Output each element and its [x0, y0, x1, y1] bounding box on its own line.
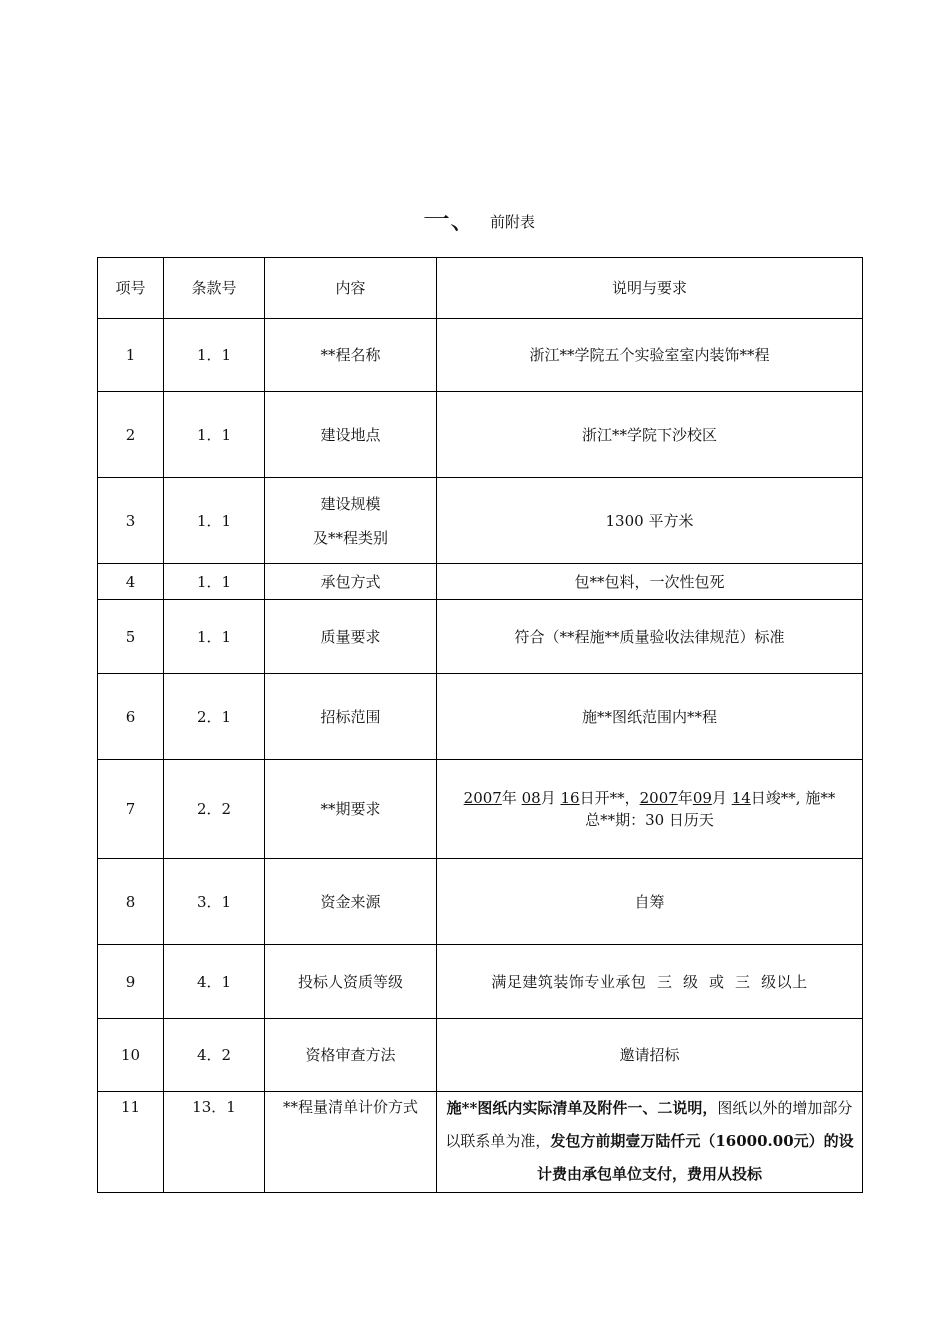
text-fragment: 日竣**, 施**: [750, 789, 836, 807]
desc-bold-part1: 施**图纸内实际清单及附件一、二说明，: [446, 1099, 718, 1117]
header-clause-no: 条款号: [164, 258, 265, 319]
row-clause: 1．1: [164, 564, 265, 600]
row-no: 8: [98, 859, 164, 945]
row-description: 自筹: [437, 859, 863, 945]
text-fragment: 年: [677, 789, 693, 807]
text-fragment: 年: [501, 789, 522, 807]
row-description: [437, 760, 863, 859]
start-year: 2007: [463, 789, 502, 807]
row-description: 满足建筑装饰专业承包 三 级 或 三 级以上: [437, 945, 863, 1019]
header-description: 说明与要求: [437, 258, 863, 319]
row-no: 11: [98, 1092, 164, 1193]
table-row: [98, 1019, 863, 1092]
row-clause: 4．1: [164, 945, 265, 1019]
section-number: 一、: [423, 205, 477, 236]
row-content-line1: 建设规模: [320, 494, 381, 513]
table-header-row: [98, 258, 863, 319]
start-day: 16: [560, 789, 580, 807]
row-clause: 3．1: [164, 859, 265, 945]
row-content: 质量要求: [265, 600, 437, 674]
row-no: 4: [98, 564, 164, 600]
table-row: [98, 1092, 863, 1193]
row-clause: 4．2: [164, 1019, 265, 1092]
row-description: 符合（**程施**质量验收法律规范）标准: [437, 600, 863, 674]
row-clause: 1．1: [164, 478, 265, 564]
row-clause: 1．1: [164, 392, 265, 478]
row-description: [437, 1092, 863, 1193]
schedule-line2: 总**期：30 日历天: [585, 811, 714, 829]
table-row: [98, 760, 863, 859]
row-description: 施**图纸范围内**程: [437, 674, 863, 760]
row-content: **程量清单计价方式: [265, 1092, 437, 1193]
end-year: 2007: [639, 789, 678, 807]
row-clause: 1．1: [164, 319, 265, 392]
end-month: 09: [692, 789, 712, 807]
front-attachment-table: [97, 257, 863, 1193]
row-clause: 13．1: [164, 1092, 265, 1193]
row-no: 3: [98, 478, 164, 564]
row-content: **期要求: [265, 760, 437, 859]
row-no: 5: [98, 600, 164, 674]
section-title: 前附表: [490, 213, 536, 231]
desc-bold-part2: 发包方前期壹万陆仟元（16000.00元）的设计费由承包单位支付，费用从投标: [536, 1132, 854, 1183]
row-no: 7: [98, 760, 164, 859]
row-content-line2: 及**程类别: [312, 528, 388, 547]
header-content: 内容: [265, 258, 437, 319]
row-content: 建设地点: [265, 392, 437, 478]
row-description: 1300 平方米: [437, 478, 863, 564]
row-clause: 2．2: [164, 760, 265, 859]
row-clause: 2．1: [164, 674, 265, 760]
text-fragment: 日开**，: [579, 789, 640, 807]
table-row: [98, 674, 863, 760]
row-content: 资金来源: [265, 859, 437, 945]
header-item-no: 项号: [98, 258, 164, 319]
table-row: [98, 319, 863, 392]
row-content: 资格审查方法: [265, 1019, 437, 1092]
section-heading: [0, 206, 950, 240]
row-description: 浙江**学院下沙校区: [437, 392, 863, 478]
schedule-line1: [443, 787, 856, 809]
row-no: 6: [98, 674, 164, 760]
row-no: 9: [98, 945, 164, 1019]
desc-normal-part: 图纸以外的增加部分以联系单为准，: [445, 1099, 853, 1150]
row-content: 承包方式: [265, 564, 437, 600]
table-row: [98, 564, 863, 600]
text-fragment: 月: [540, 789, 561, 807]
end-day: 14: [731, 789, 751, 807]
text-fragment: 月: [711, 789, 732, 807]
row-no: 2: [98, 392, 164, 478]
row-clause: 1．1: [164, 600, 265, 674]
row-no: 1: [98, 319, 164, 392]
table-row: [98, 859, 863, 945]
start-month: 08: [521, 789, 541, 807]
row-description: 包**包料，一次性包死: [437, 564, 863, 600]
row-description: 邀请招标: [437, 1019, 863, 1092]
table-row: [98, 600, 863, 674]
row-content: 投标人资质等级: [265, 945, 437, 1019]
row-content: [265, 478, 437, 564]
table-row: [98, 392, 863, 478]
row-no: 10: [98, 1019, 164, 1092]
table-row: [98, 478, 863, 564]
row-content: **程名称: [265, 319, 437, 392]
row-content: 招标范围: [265, 674, 437, 760]
row-description: 浙江**学院五个实验室室内装饰**程: [437, 319, 863, 392]
table-row: [98, 945, 863, 1019]
